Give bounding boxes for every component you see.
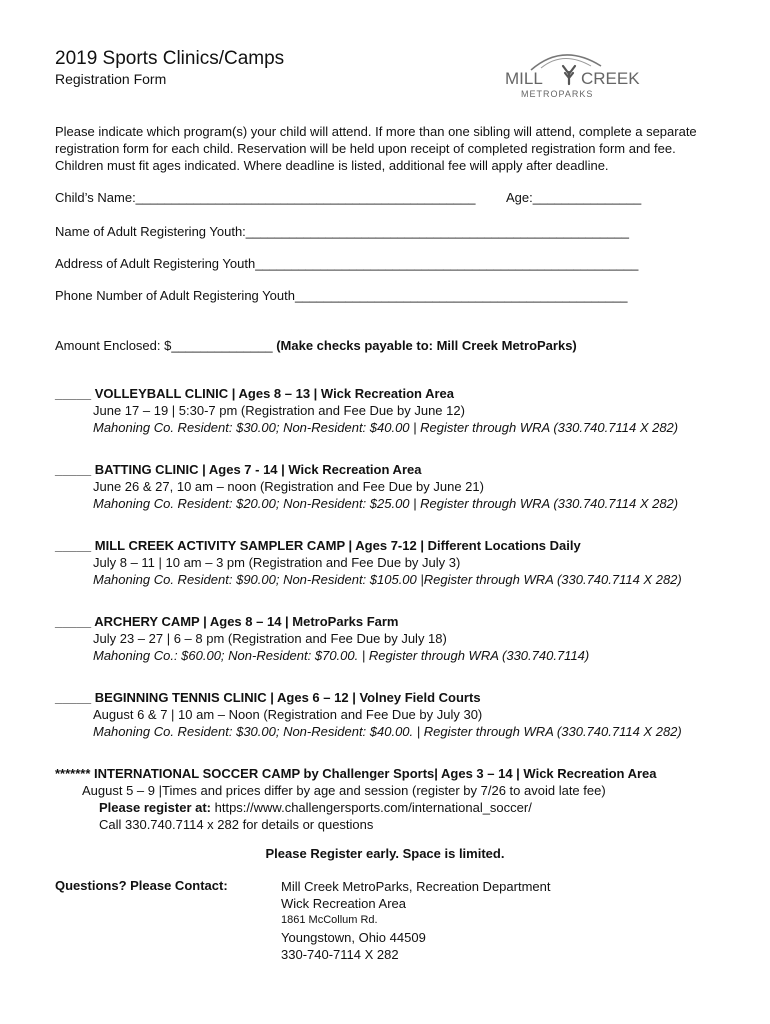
tree-icon xyxy=(563,66,575,84)
amount-row xyxy=(55,338,577,353)
program-batting xyxy=(55,461,678,512)
program-heading[interactable]: _____ ARCHERY CAMP | Ages 8 – 14 | MetroParks Farm xyxy=(55,614,399,629)
register-early-note: Please Register early. Space is limited. xyxy=(265,846,505,861)
logo-text-mill: MILL xyxy=(505,69,543,88)
soccer-stars: ******* xyxy=(55,766,91,781)
program-dates: August 6 & 7 | 10 am – Noon (Registration and Fee Due by July 30) xyxy=(93,707,483,722)
page-subtitle: Registration Form xyxy=(55,71,167,87)
program-dates: July 23 – 27 | 6 – 8 pm (Registration and Fee Due by July 18) xyxy=(93,631,447,646)
soccer-register-url[interactable]: https://www.challengersports.com/international_soccer/ xyxy=(211,800,532,815)
program-dates: June 17 – 19 | 5:30-7 pm (Registration and Fee Due by June 12) xyxy=(93,403,465,418)
contact-line: Mill Creek MetroParks, Recreation Department xyxy=(281,879,551,894)
program-fees: Mahoning Co. Resident: $30.00; Non-Resident: $40.00. | Register through WRA (330.740.7114 X 282) xyxy=(93,724,682,739)
soccer-title: INTERNATIONAL SOCCER CAMP by Challenger Sports| Ages 3 – 14 | Wick Recreation Area xyxy=(94,766,657,781)
program-activity-sampler xyxy=(55,537,682,588)
soccer-heading xyxy=(55,765,657,782)
adult-address-field[interactable]: Address of Adult Registering Youth_____________________________________________________ xyxy=(55,256,639,271)
program-heading[interactable]: _____ BEGINNING TENNIS CLINIC | Ages 6 – 12 | Volney Field Courts xyxy=(55,690,481,705)
age-field[interactable]: Age:_______________ xyxy=(506,190,642,205)
adult-name-field[interactable]: Name of Adult Registering Youth:_____________________________________________________ xyxy=(55,224,629,239)
program-fees: Mahoning Co. Resident: $90.00; Non-Resident: $105.00 |Register through WRA (330.740.7114 X 282) xyxy=(93,572,682,587)
program-dates: June 26 & 27, 10 am – noon (Registration and Fee Due by June 21) xyxy=(93,479,484,494)
child-name-field[interactable]: Child’s Name:_______________________________________________ xyxy=(55,190,476,205)
logo-text-creek: CREEK xyxy=(581,69,640,88)
soccer-register-label: Please register at: xyxy=(99,800,212,815)
contact-block xyxy=(281,878,550,963)
page-title: 2019 Sports Clinics/Camps xyxy=(55,48,285,69)
program-fees: Mahoning Co. Resident: $20.00; Non-Resident: $25.00 | Register through WRA (330.740.7114 X 282) xyxy=(93,496,679,511)
program-heading[interactable]: _____ MILL CREEK ACTIVITY SAMPLER CAMP | Ages 7-12 | Different Locations Daily xyxy=(55,538,581,553)
intro-paragraph: Please indicate which program(s) your child will attend. If more than one sibling will attend, complete a separate registration form for each child. Reservation will be held upon receipt of completed registration form and fee. Children must fit ages indicated. Where deadline is listed, additional fee will apply after deadline. xyxy=(55,124,697,173)
adult-phone-field[interactable]: Phone Number of Adult Registering Youth______________________________________________ xyxy=(55,288,628,303)
program-soccer xyxy=(55,765,657,833)
logo-text-metroparks: METROPARKS xyxy=(521,89,594,99)
soccer-dates: August 5 – 9 |Times and prices differ by age and session (register by 7/26 to avoid late fee) xyxy=(82,783,606,798)
program-heading[interactable]: _____ VOLLEYBALL CLINIC | Ages 8 – 13 | Wick Recreation Area xyxy=(55,386,454,401)
contact-label: Questions? Please Contact: xyxy=(55,878,228,893)
program-fees: Mahoning Co.: $60.00; Non-Resident: $70.00. | Register through WRA (330.740.7114) xyxy=(93,648,590,663)
checks-payable-note: (Make checks payable to: Mill Creek MetroParks) xyxy=(276,338,577,353)
program-archery xyxy=(55,613,589,664)
mill-creek-logo xyxy=(503,44,640,102)
program-dates: July 8 – 11 | 10 am – 3 pm (Registration and Fee Due by July 3) xyxy=(93,555,461,570)
program-volleyball xyxy=(55,385,678,436)
contact-city: Youngstown, Ohio 44509 xyxy=(281,930,426,945)
program-tennis xyxy=(55,689,682,740)
contact-phone: 330-740-7114 X 282 xyxy=(281,947,399,962)
contact-line: Wick Recreation Area xyxy=(281,896,406,911)
contact-address: 1861 McCollum Rd. xyxy=(281,914,378,926)
program-heading[interactable]: _____ BATTING CLINIC | Ages 7 - 14 | Wick Recreation Area xyxy=(55,462,422,477)
soccer-call: Call 330.740.7114 x 282 for details or questions xyxy=(99,817,374,832)
soccer-register-line xyxy=(55,799,657,816)
amount-enclosed-field[interactable]: Amount Enclosed: $______________ xyxy=(55,338,273,353)
program-fees: Mahoning Co. Resident: $30.00; Non-Resident: $40.00 | Register through WRA (330.740.7114 X 282) xyxy=(93,420,679,435)
